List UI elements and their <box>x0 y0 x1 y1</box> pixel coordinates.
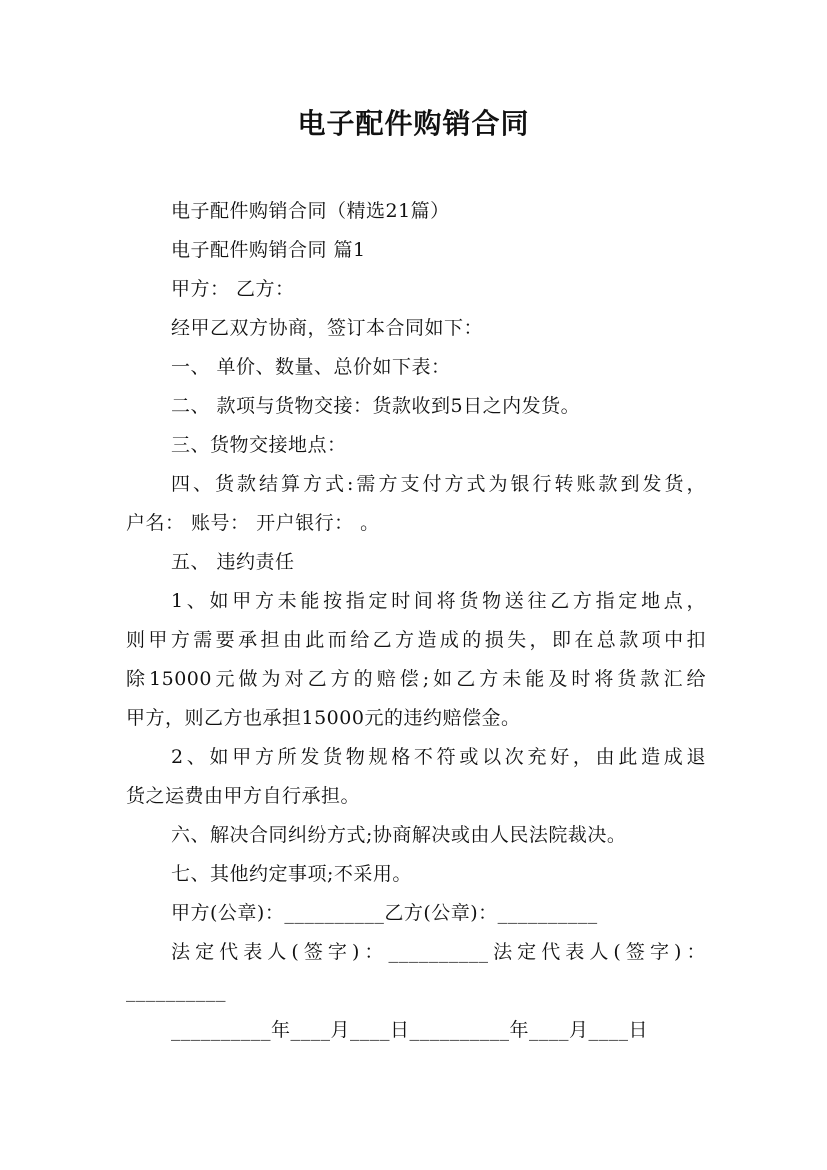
clause-4-line-2: 户名： 账号： 开户银行： 。 <box>126 512 380 534</box>
clause-5-1-line-4: 甲方，则乙方也承担15000元的违约赔偿金。 <box>126 707 521 729</box>
date-line: __________年____月____日__________年____月____日 <box>171 1019 649 1041</box>
clause-5-1-line-2: 则甲方需要承担由此而给乙方造成的损失，即在总款项中扣 <box>126 629 706 651</box>
intro-line: 电子配件购销合同（精选21篇） <box>171 200 450 222</box>
clause-2: 二、 款项与货物交接：货款收到5日之内发货。 <box>171 395 581 417</box>
clause-7: 七、其他约定事项;不采用。 <box>171 863 412 885</box>
clause-1: 一、 单价、数量、总价如下表： <box>171 356 451 378</box>
clause-5: 五、 违约责任 <box>171 551 295 573</box>
seal-line: 甲方(公章)：__________乙方(公章)：__________ <box>171 902 598 924</box>
clause-4-line-1: 四、货款结算方式:需方支付方式为银行转账款到发货， <box>171 473 706 495</box>
agreement-line: 经甲乙双方协商，签订本合同如下： <box>171 317 484 339</box>
subtitle-line: 电子配件购销合同 篇1 <box>171 239 366 261</box>
representative-line-1: 法定代表人(签字)：__________法定代表人(签字)： <box>171 941 706 963</box>
clause-5-1-line-3: 除15000元做为对乙方的赔偿;如乙方未能及时将货款汇给 <box>126 668 706 690</box>
clause-3: 三、货物交接地点： <box>171 434 347 456</box>
clause-5-2-line-1: 2、如甲方所发货物规格不符或以次充好，由此造成退 <box>171 746 706 768</box>
clause-5-2-line-2: 货之运费由甲方自行承担。 <box>126 785 361 807</box>
clause-6: 六、解决合同纠纷方式;协商解决或由人民法院裁决。 <box>171 824 627 846</box>
document-title: 电子配件购销合同 <box>297 107 530 140</box>
parties-line: 甲方： 乙方： <box>171 278 295 300</box>
clause-5-1-line-1: 1、如甲方未能按指定时间将货物送往乙方指定地点， <box>171 590 706 612</box>
representative-line-2: __________ <box>126 980 226 1002</box>
